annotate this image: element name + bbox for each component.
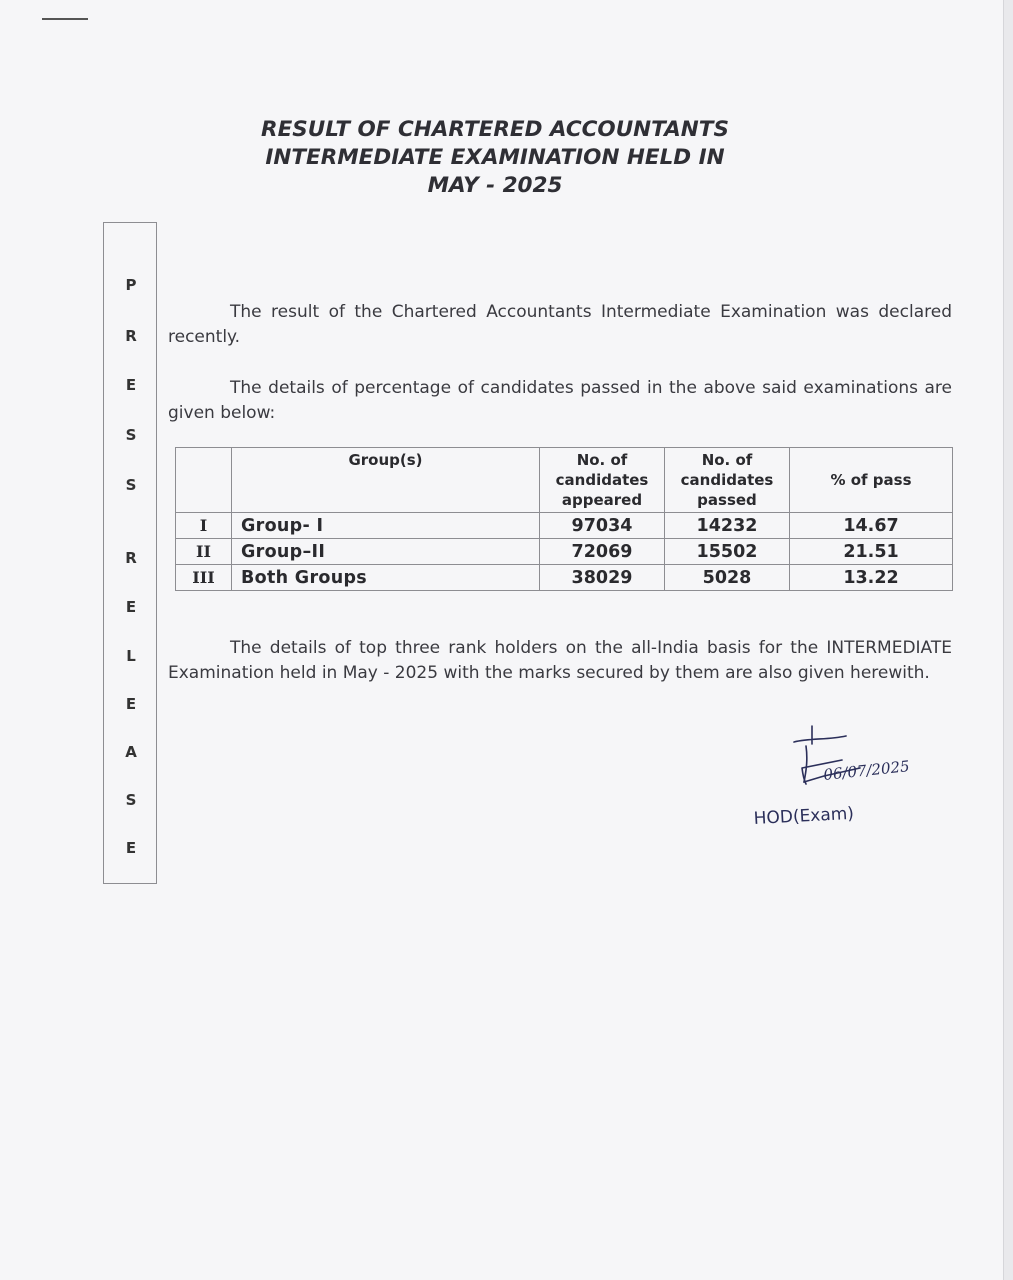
- side-letter: A: [125, 743, 137, 761]
- signature-date: 06/07/2025: [822, 757, 911, 784]
- side-letter: E: [125, 376, 137, 394]
- paragraph-text: The details of percentage of candidates passed in the above said examinations are given below:: [168, 378, 952, 423]
- cell-appeared: 97034: [540, 513, 665, 539]
- cell-appeared: 72069: [540, 539, 665, 565]
- press-release-vertical-label: [103, 222, 157, 884]
- handwritten-signature: [750, 720, 950, 840]
- cell-pass-percent: 13.22: [790, 565, 953, 591]
- cell-passed: 5028: [665, 565, 790, 591]
- result-table: [175, 447, 953, 591]
- side-letter: E: [125, 695, 137, 713]
- cell-pass-percent: 14.67: [790, 513, 953, 539]
- document-title: [200, 116, 790, 200]
- paragraph-rank-holders: [168, 636, 952, 685]
- title-line-3: MAY - 2025: [427, 173, 563, 198]
- side-letter: P: [125, 276, 137, 294]
- paragraph-text: The result of the Chartered Accountants Intermediate Examination was declared recently.: [168, 302, 952, 347]
- top-dash-mark: [42, 18, 88, 20]
- header-appeared: No. of candidates appeared: [540, 448, 665, 513]
- cell-passed: 15502: [665, 539, 790, 565]
- page-edge: [1003, 0, 1013, 1280]
- side-letter: S: [125, 476, 137, 494]
- header-serial: [176, 448, 232, 513]
- header-passed: No. of candidates passed: [665, 448, 790, 513]
- side-letter: S: [125, 791, 137, 809]
- cell-appeared: 38029: [540, 565, 665, 591]
- side-letter: S: [125, 426, 137, 444]
- table-header-row: [176, 448, 953, 513]
- cell-roman: I: [176, 513, 232, 539]
- side-letter: E: [125, 598, 137, 616]
- side-letter: R: [125, 549, 137, 567]
- side-letter: E: [125, 839, 137, 857]
- table-row: [176, 565, 953, 591]
- title-line-2: INTERMEDIATE EXAMINATION HELD IN: [265, 145, 725, 170]
- side-letter: R: [125, 327, 137, 345]
- cell-group: Group- I: [232, 513, 540, 539]
- paragraph-text: The details of top three rank holders on the all-India basis for the INTERMEDIATE Examination held in May - 2025 with the marks secured by them are also given herewith.: [168, 638, 952, 683]
- signature-designation: HOD(Exam): [753, 803, 855, 829]
- cell-group: Both Groups: [232, 565, 540, 591]
- cell-pass-percent: 21.51: [790, 539, 953, 565]
- paragraph-result-declared: [168, 300, 952, 349]
- cell-roman: II: [176, 539, 232, 565]
- side-letter: L: [126, 647, 136, 665]
- cell-group: Group–II: [232, 539, 540, 565]
- cell-roman: III: [176, 565, 232, 591]
- paragraph-pass-details: [168, 376, 952, 425]
- header-group: Group(s): [232, 448, 540, 513]
- title-line-1: RESULT OF CHARTERED ACCOUNTANTS: [261, 117, 729, 142]
- table-row: [176, 513, 953, 539]
- table-row: [176, 539, 953, 565]
- header-pass-percent: % of pass: [790, 448, 953, 513]
- cell-passed: 14232: [665, 513, 790, 539]
